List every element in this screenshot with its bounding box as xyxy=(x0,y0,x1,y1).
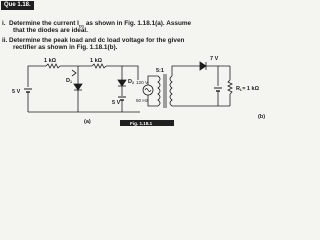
load-value: = 1 kΩ xyxy=(242,86,259,92)
resistor-2-icon xyxy=(92,64,106,68)
figure-ref: Fig. 1.18.1 xyxy=(130,121,153,126)
resistor-1-icon xyxy=(46,64,60,68)
question-label: Que 1.18. xyxy=(1,1,34,10)
freq-label: 50 Hz xyxy=(136,98,149,103)
ac-label: 120 V xyxy=(136,80,149,85)
figure-a xyxy=(24,64,140,112)
d2-subscript: 2 xyxy=(131,81,134,85)
caption-b: (b) xyxy=(258,114,266,120)
diode-icon xyxy=(200,62,206,70)
transformer-primary-icon xyxy=(158,76,160,106)
ratio-label: 5:1 xyxy=(156,68,164,74)
r2-label: 1 kΩ xyxy=(90,58,103,64)
diode-d1-icon xyxy=(74,84,82,90)
diode-d2-icon xyxy=(118,80,126,86)
load-subscript: L xyxy=(239,88,243,92)
diode-voltage-label: 7 V xyxy=(210,56,219,62)
load-letter: R xyxy=(236,86,240,92)
load-resistor-icon xyxy=(228,80,232,94)
part-1-line-1-start: Determine the current I xyxy=(9,20,79,27)
current-arrow-icon xyxy=(72,70,76,76)
d1-label xyxy=(66,78,72,84)
part-number-2: ii. xyxy=(2,37,8,44)
part-1-line-1-end: as shown in Fig. 1.18.1(a). Assume xyxy=(84,20,192,27)
d1-subscript: 1 xyxy=(69,80,72,84)
source-label: 5 V xyxy=(12,89,21,95)
part-1-line-2: that the diodes are ideal. xyxy=(13,27,88,34)
transformer-secondary-icon xyxy=(170,76,172,106)
load-label xyxy=(236,86,260,92)
part-2-line-1: Determine the peak load and dc load voltage for the given xyxy=(9,37,185,44)
caption-a: (a) xyxy=(84,119,91,125)
part-1-subscript: D1 xyxy=(78,23,85,29)
d1-letter: D xyxy=(66,78,70,84)
battery-icon xyxy=(24,89,32,92)
d2-letter: D xyxy=(128,79,132,85)
part-2-line-2: rectifier as shown in Fig. 1.18.1(b). xyxy=(13,44,118,51)
d2-label xyxy=(128,79,134,85)
part-number-1: i. xyxy=(2,20,6,27)
r1-label: 1 kΩ xyxy=(44,58,57,64)
vs-label: 5 V xyxy=(112,100,121,106)
battery-b-icon xyxy=(214,88,222,91)
